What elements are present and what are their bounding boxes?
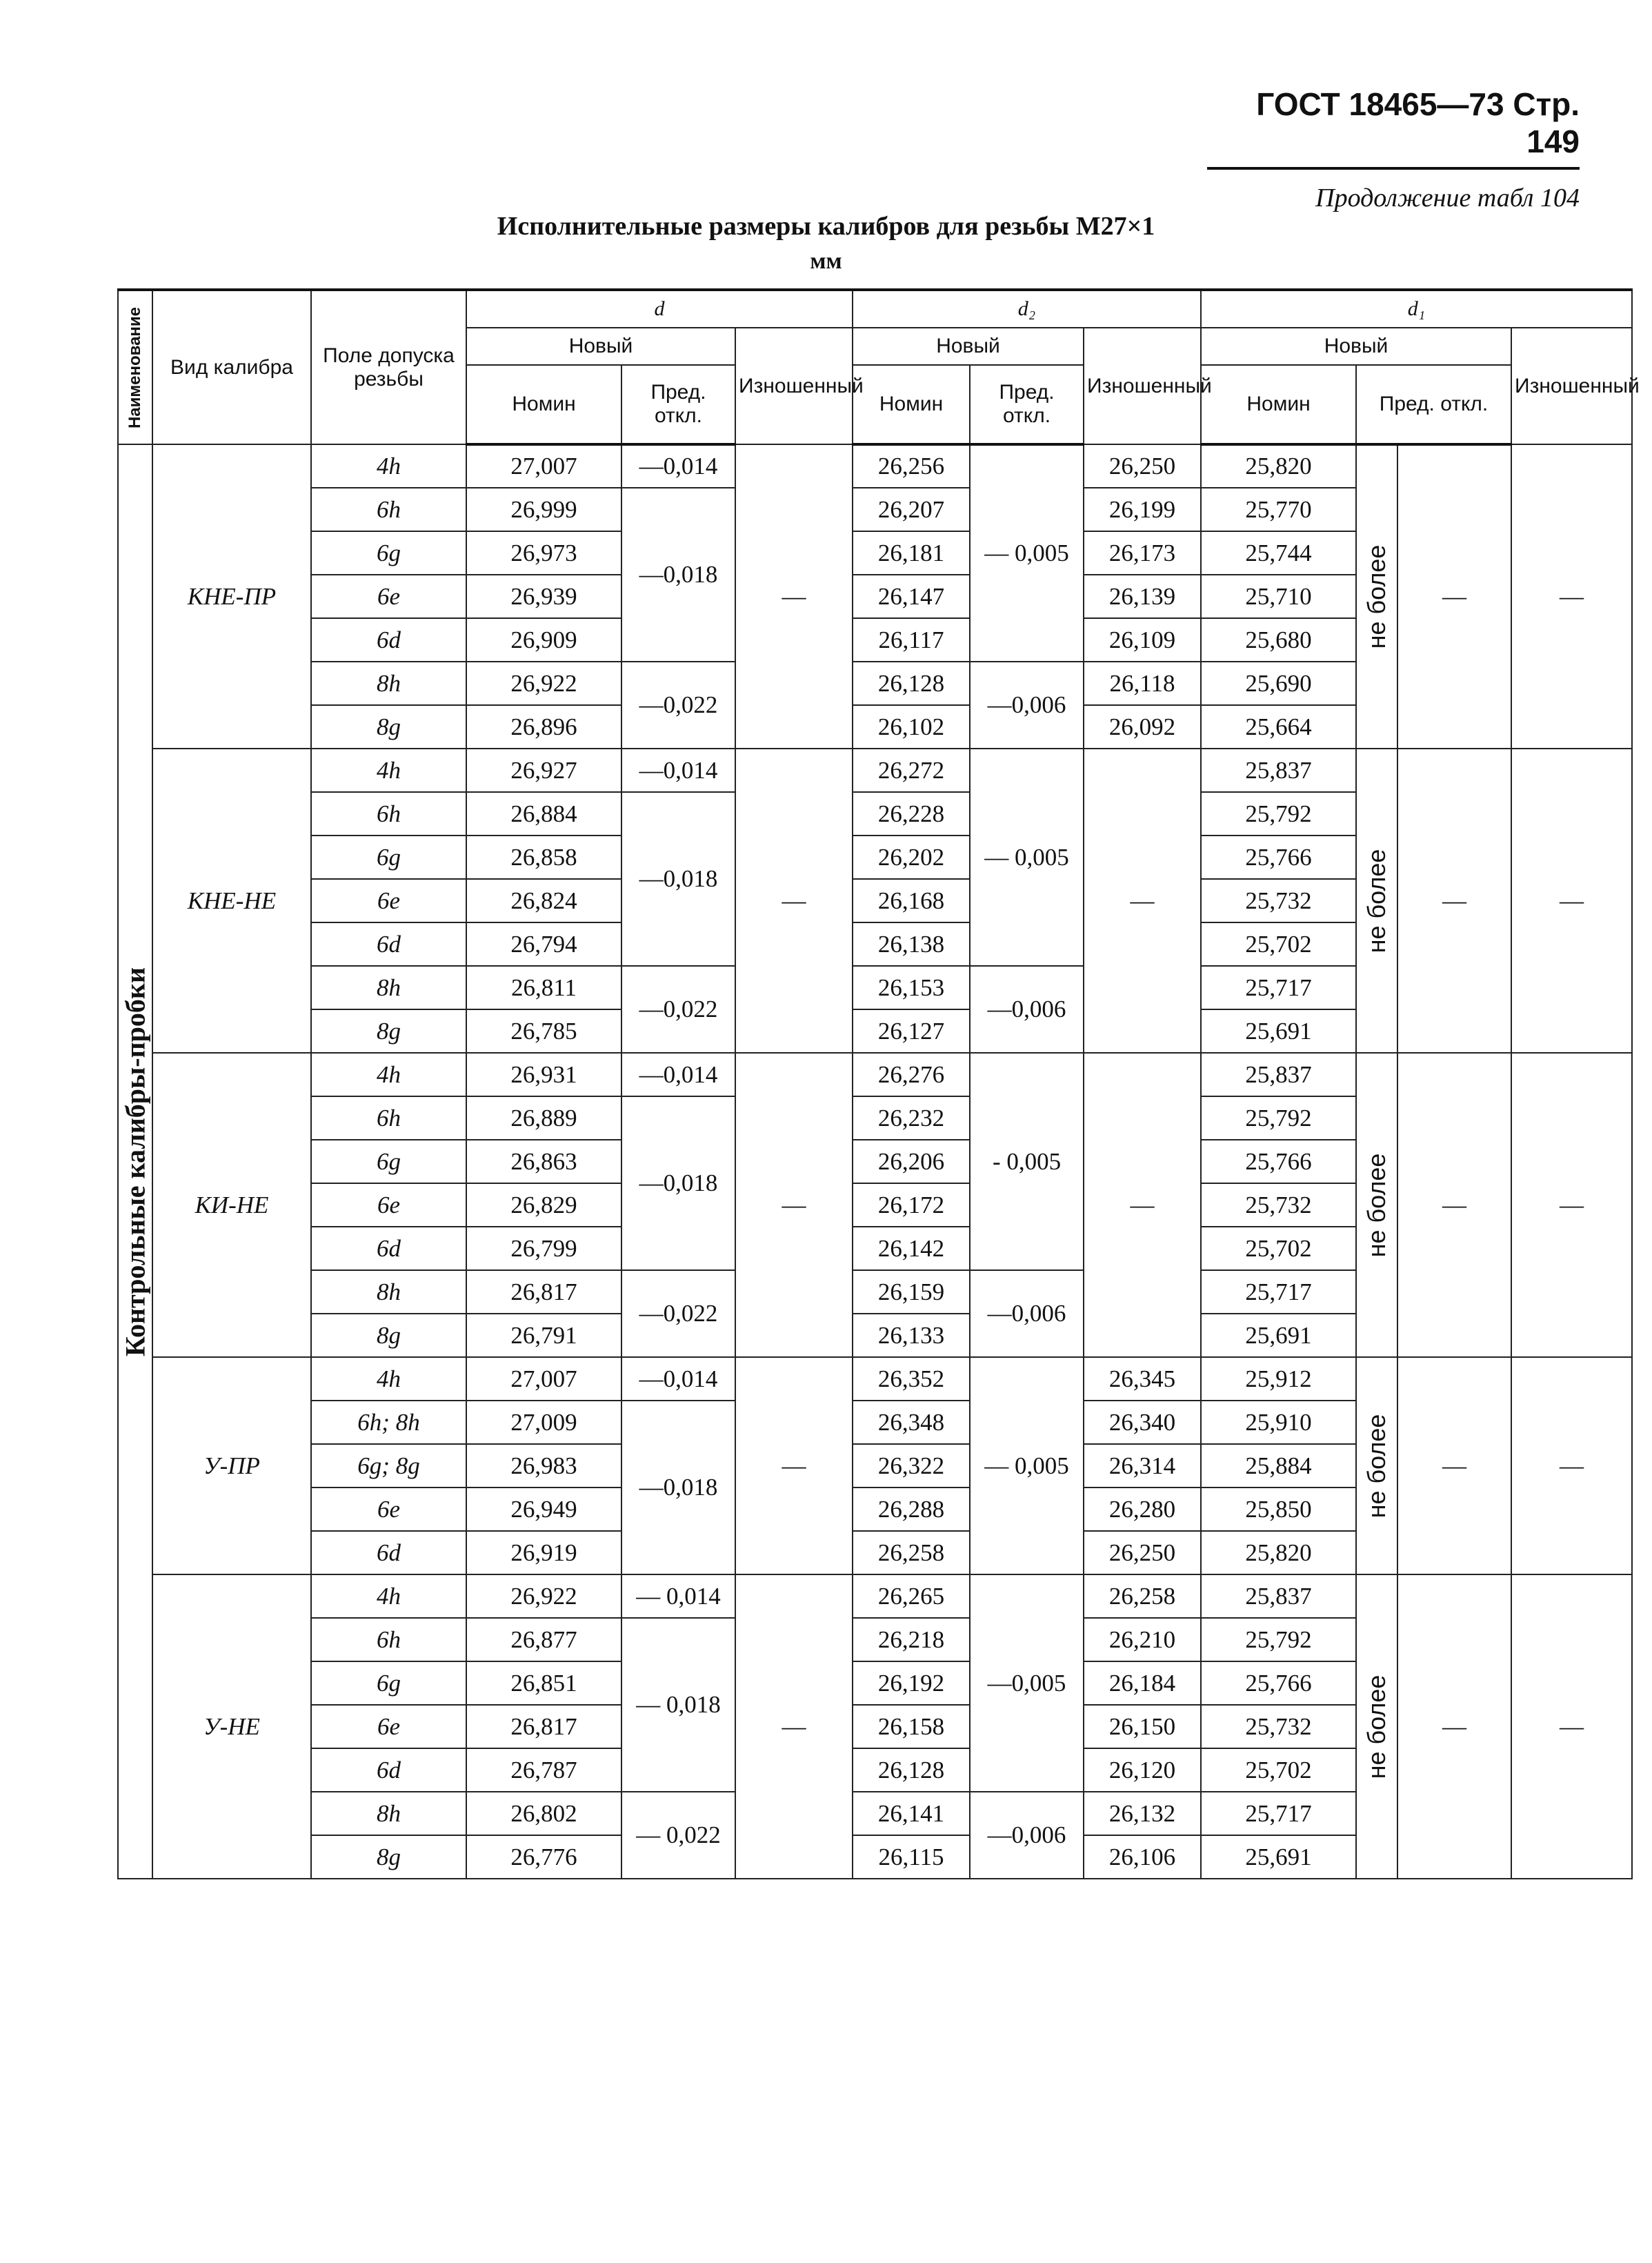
- d1-deviation-blank: —: [1397, 749, 1511, 1053]
- tolerance-field: 6g: [311, 1661, 466, 1705]
- tolerance-field: 6d: [311, 922, 466, 966]
- tolerance-field: 6h: [311, 792, 466, 836]
- d2-deviation: —0,006: [970, 1270, 1084, 1357]
- d2-nominal: 26,172: [853, 1183, 970, 1227]
- d1-nominal: 25,702: [1201, 1748, 1356, 1792]
- d2-worn: 26,258: [1084, 1574, 1201, 1618]
- d2-worn: 26,184: [1084, 1661, 1201, 1705]
- gauge-type: КИ-НЕ: [152, 1053, 311, 1357]
- d1-deviation-blank: —: [1397, 444, 1511, 749]
- d2-worn: 26,139: [1084, 575, 1201, 618]
- d2-nominal: 26,158: [853, 1705, 970, 1748]
- d2-nominal: 26,128: [853, 1748, 970, 1792]
- header-d1-dev: Пред. откл.: [1356, 365, 1511, 444]
- ne-bolee-label: не более: [1362, 1674, 1391, 1779]
- d1-nominal: 25,792: [1201, 1096, 1356, 1140]
- d2-nominal: 26,142: [853, 1227, 970, 1270]
- page-header: ГОСТ 18465—73 Стр. 149: [1207, 86, 1580, 170]
- d2-nominal: 26,102: [853, 705, 970, 749]
- header-d-new: Новый: [466, 328, 735, 365]
- table-continuation-note: Продолжение табл 104: [1315, 184, 1580, 213]
- d1-deviation: [1356, 1574, 1397, 1879]
- d2-nominal: 26,133: [853, 1314, 970, 1357]
- tolerance-field: 6h; 8h: [311, 1401, 466, 1444]
- header-d-nom: Номин: [466, 365, 621, 444]
- header-d1: d₁: [1201, 290, 1632, 328]
- d1-nominal: 25,820: [1201, 1531, 1356, 1574]
- d2-nominal: 26,159: [853, 1270, 970, 1314]
- header-vid: Вид калибра: [152, 290, 311, 444]
- d1-nominal: 25,732: [1201, 1705, 1356, 1748]
- d-nominal: 26,824: [466, 879, 621, 922]
- table-title: Исполнительные размеры калибров для резьбы M27×1: [497, 212, 1155, 241]
- d-worn: —: [735, 444, 853, 749]
- class-label-text: Контрольные калибры-пробки: [119, 967, 151, 1356]
- d-deviation: —0,014: [621, 1357, 735, 1401]
- d-nominal: 26,896: [466, 705, 621, 749]
- d2-deviation: —0,006: [970, 966, 1084, 1053]
- header-pole: Поле допуска резьбы: [311, 290, 466, 444]
- header-d: d: [466, 290, 853, 328]
- d2-nominal: 26,117: [853, 618, 970, 662]
- d2-worn: 26,250: [1084, 444, 1201, 488]
- d-nominal: 26,931: [466, 1053, 621, 1096]
- d1-nominal: 25,702: [1201, 922, 1356, 966]
- table-body: [118, 444, 1632, 1879]
- d-deviation: —0,014: [621, 749, 735, 792]
- d1-nominal: 25,837: [1201, 749, 1356, 792]
- d2-deviation: —0,006: [970, 662, 1084, 749]
- d2-worn: —: [1084, 1053, 1201, 1357]
- d1-nominal: 25,691: [1201, 1835, 1356, 1879]
- d1-deviation-blank: —: [1397, 1574, 1511, 1879]
- d2-worn: 26,150: [1084, 1705, 1201, 1748]
- tolerance-field: 6e: [311, 879, 466, 922]
- d1-nominal: 25,744: [1201, 531, 1356, 575]
- d1-worn: —: [1511, 1574, 1632, 1879]
- d-nominal: 26,785: [466, 1009, 621, 1053]
- d-nominal: 26,811: [466, 966, 621, 1009]
- header-d-worn: Изношенный: [735, 328, 853, 444]
- d1-deviation-blank: —: [1397, 1357, 1511, 1574]
- gauge-type: У-НЕ: [152, 1574, 311, 1879]
- ne-bolee-label: не более: [1362, 849, 1391, 953]
- table-row: [118, 1574, 1632, 1618]
- table-row: [118, 749, 1632, 792]
- tolerance-field: 6g: [311, 531, 466, 575]
- gauge-type: У-ПР: [152, 1357, 311, 1574]
- d2-worn: 26,173: [1084, 531, 1201, 575]
- ne-bolee-label: не более: [1362, 544, 1391, 649]
- d2-nominal: 26,272: [853, 749, 970, 792]
- header-d2-dev: Пред. откл.: [970, 365, 1084, 444]
- d-nominal: 26,817: [466, 1705, 621, 1748]
- header-d1-worn: Изношенный: [1511, 328, 1632, 444]
- d2-worn: 26,120: [1084, 1748, 1201, 1792]
- d2-nominal: 26,218: [853, 1618, 970, 1661]
- d-nominal: 26,787: [466, 1748, 621, 1792]
- d2-nominal: 26,181: [853, 531, 970, 575]
- d2-deviation: — 0,005: [970, 1357, 1084, 1574]
- d2-nominal: 26,322: [853, 1444, 970, 1488]
- d2-worn: 26,092: [1084, 705, 1201, 749]
- d2-nominal: 26,207: [853, 488, 970, 531]
- header-d1-nom: Номин: [1201, 365, 1356, 444]
- d1-worn: —: [1511, 1053, 1632, 1357]
- d1-worn: —: [1511, 1357, 1632, 1574]
- tolerance-field: 8g: [311, 705, 466, 749]
- d1-deviation-blank: —: [1397, 1053, 1511, 1357]
- d-worn: —: [735, 749, 853, 1053]
- tolerance-field: 6e: [311, 1183, 466, 1227]
- d2-nominal: 26,128: [853, 662, 970, 705]
- d2-worn: 26,106: [1084, 1835, 1201, 1879]
- d-deviation: —0,018: [621, 792, 735, 966]
- tolerance-field: 6e: [311, 1705, 466, 1748]
- d-nominal: 27,007: [466, 444, 621, 488]
- d-deviation: — 0,018: [621, 1618, 735, 1792]
- d2-worn: 26,314: [1084, 1444, 1201, 1488]
- d2-nominal: 26,276: [853, 1053, 970, 1096]
- d2-worn: —: [1084, 749, 1201, 1053]
- d2-worn: 26,340: [1084, 1401, 1201, 1444]
- d2-deviation: - 0,005: [970, 1053, 1084, 1270]
- d2-nominal: 26,202: [853, 836, 970, 879]
- d-deviation: —0,022: [621, 1270, 735, 1357]
- table-row: [118, 1357, 1632, 1401]
- ne-bolee-label: не более: [1362, 1153, 1391, 1257]
- d2-deviation: —0,005: [970, 1574, 1084, 1792]
- d1-nominal: 25,884: [1201, 1444, 1356, 1488]
- gauge-type: КНЕ-ПР: [152, 444, 311, 749]
- d1-nominal: 25,717: [1201, 1270, 1356, 1314]
- d2-nominal: 26,138: [853, 922, 970, 966]
- d1-deviation: [1356, 444, 1397, 749]
- d1-worn: —: [1511, 749, 1632, 1053]
- d-nominal: 26,949: [466, 1488, 621, 1531]
- d1-nominal: 25,680: [1201, 618, 1356, 662]
- d1-nominal: 25,766: [1201, 1140, 1356, 1183]
- tolerance-field: 6h: [311, 1618, 466, 1661]
- header-d2-new: Новый: [853, 328, 1084, 365]
- d2-nominal: 26,127: [853, 1009, 970, 1053]
- d-nominal: 26,919: [466, 1531, 621, 1574]
- d-nominal: 26,794: [466, 922, 621, 966]
- d2-deviation: —0,006: [970, 1792, 1084, 1879]
- d2-nominal: 26,192: [853, 1661, 970, 1705]
- header-d1-new: Новый: [1201, 328, 1511, 365]
- gauge-dimensions-table: [117, 288, 1640, 1879]
- d-deviation: —0,018: [621, 488, 735, 662]
- d2-worn: 26,199: [1084, 488, 1201, 531]
- d1-deviation: [1356, 1357, 1397, 1574]
- d2-nominal: 26,115: [853, 1835, 970, 1879]
- tolerance-field: 4h: [311, 1357, 466, 1401]
- tolerance-field: 6d: [311, 1531, 466, 1574]
- d1-nominal: 25,717: [1201, 1792, 1356, 1835]
- d-nominal: 26,884: [466, 792, 621, 836]
- d2-nominal: 26,141: [853, 1792, 970, 1835]
- d1-nominal: 25,766: [1201, 1661, 1356, 1705]
- d-deviation: — 0,022: [621, 1792, 735, 1879]
- d2-nominal: 26,256: [853, 444, 970, 488]
- d-nominal: 26,877: [466, 1618, 621, 1661]
- d1-nominal: 25,912: [1201, 1357, 1356, 1401]
- d2-deviation: — 0,005: [970, 749, 1084, 966]
- tolerance-field: 6d: [311, 1227, 466, 1270]
- tolerance-field: 6d: [311, 1748, 466, 1792]
- d-deviation: —0,018: [621, 1096, 735, 1270]
- header-d2-worn: Изношенный: [1084, 328, 1201, 444]
- d2-nominal: 26,265: [853, 1574, 970, 1618]
- d1-nominal: 25,690: [1201, 662, 1356, 705]
- d-deviation: —0,022: [621, 966, 735, 1053]
- d1-nominal: 25,820: [1201, 444, 1356, 488]
- d1-nominal: 25,710: [1201, 575, 1356, 618]
- tolerance-field: 4h: [311, 749, 466, 792]
- d-deviation: —0,018: [621, 1401, 735, 1574]
- d-nominal: 26,922: [466, 1574, 621, 1618]
- gauge-type: КНЕ-НЕ: [152, 749, 311, 1053]
- d-nominal: 26,922: [466, 662, 621, 705]
- d1-nominal: 25,850: [1201, 1488, 1356, 1531]
- header-name: Наименование: [118, 290, 152, 444]
- d2-nominal: 26,288: [853, 1488, 970, 1531]
- d1-nominal: 25,691: [1201, 1009, 1356, 1053]
- header-d-dev: Пред. откл.: [621, 365, 735, 444]
- tolerance-field: 4h: [311, 1574, 466, 1618]
- d2-nominal: 26,228: [853, 792, 970, 836]
- tolerance-field: 6g: [311, 1140, 466, 1183]
- table-row: [118, 1053, 1632, 1096]
- d1-deviation: [1356, 1053, 1397, 1357]
- class-label: [118, 444, 152, 1879]
- d1-nominal: 25,732: [1201, 1183, 1356, 1227]
- d-deviation: —0,014: [621, 444, 735, 488]
- d-nominal: 27,007: [466, 1357, 621, 1401]
- d1-nominal: 25,702: [1201, 1227, 1356, 1270]
- d-nominal: 26,983: [466, 1444, 621, 1488]
- tolerance-field: 8g: [311, 1835, 466, 1879]
- tolerance-field: 6h: [311, 488, 466, 531]
- d-nominal: 26,799: [466, 1227, 621, 1270]
- d1-nominal: 25,770: [1201, 488, 1356, 531]
- d-nominal: 26,999: [466, 488, 621, 531]
- tolerance-field: 6g: [311, 836, 466, 879]
- d-nominal: 26,909: [466, 618, 621, 662]
- d1-nominal: 25,766: [1201, 836, 1356, 879]
- d-nominal: 26,927: [466, 749, 621, 792]
- d2-nominal: 26,348: [853, 1401, 970, 1444]
- d2-nominal: 26,153: [853, 966, 970, 1009]
- tolerance-field: 8g: [311, 1314, 466, 1357]
- d1-nominal: 25,792: [1201, 1618, 1356, 1661]
- d2-nominal: 26,258: [853, 1531, 970, 1574]
- d1-nominal: 25,717: [1201, 966, 1356, 1009]
- tolerance-field: 4h: [311, 1053, 466, 1096]
- d2-worn: 26,118: [1084, 662, 1201, 705]
- d1-deviation: [1356, 749, 1397, 1053]
- d-nominal: 26,863: [466, 1140, 621, 1183]
- table-unit: мм: [810, 248, 842, 274]
- d2-nominal: 26,352: [853, 1357, 970, 1401]
- header-d2-nom: Номин: [853, 365, 970, 444]
- d1-nominal: 25,732: [1201, 879, 1356, 922]
- d2-worn: 26,280: [1084, 1488, 1201, 1531]
- tolerance-field: 8h: [311, 1792, 466, 1835]
- header-d2: d₂: [853, 290, 1201, 328]
- tolerance-field: 8h: [311, 662, 466, 705]
- tolerance-field: 6e: [311, 575, 466, 618]
- d-nominal: 26,973: [466, 531, 621, 575]
- tolerance-field: 6d: [311, 618, 466, 662]
- d2-worn: 26,250: [1084, 1531, 1201, 1574]
- d-nominal: 26,802: [466, 1792, 621, 1835]
- d2-nominal: 26,206: [853, 1140, 970, 1183]
- d-nominal: 26,791: [466, 1314, 621, 1357]
- d1-nominal: 25,664: [1201, 705, 1356, 749]
- d-nominal: 26,829: [466, 1183, 621, 1227]
- tolerance-field: 8h: [311, 966, 466, 1009]
- table-row: [118, 444, 1632, 488]
- d2-worn: 26,132: [1084, 1792, 1201, 1835]
- d-nominal: 26,776: [466, 1835, 621, 1879]
- d2-nominal: 26,168: [853, 879, 970, 922]
- d1-worn: —: [1511, 444, 1632, 749]
- tolerance-field: 6e: [311, 1488, 466, 1531]
- tolerance-field: 8h: [311, 1270, 466, 1314]
- d-nominal: 26,817: [466, 1270, 621, 1314]
- d-worn: —: [735, 1053, 853, 1357]
- d2-nominal: 26,232: [853, 1096, 970, 1140]
- d2-nominal: 26,147: [853, 575, 970, 618]
- tolerance-field: 8g: [311, 1009, 466, 1053]
- d1-nominal: 25,792: [1201, 792, 1356, 836]
- d-worn: —: [735, 1574, 853, 1879]
- d-deviation: —0,014: [621, 1053, 735, 1096]
- d2-worn: 26,345: [1084, 1357, 1201, 1401]
- d1-nominal: 25,691: [1201, 1314, 1356, 1357]
- d-nominal: 26,858: [466, 836, 621, 879]
- d1-nominal: 25,910: [1201, 1401, 1356, 1444]
- d-nominal: 26,939: [466, 575, 621, 618]
- d-nominal: 27,009: [466, 1401, 621, 1444]
- tolerance-field: 4h: [311, 444, 466, 488]
- d-deviation: — 0,014: [621, 1574, 735, 1618]
- d-nominal: 26,889: [466, 1096, 621, 1140]
- d-worn: —: [735, 1357, 853, 1574]
- tolerance-field: 6h: [311, 1096, 466, 1140]
- tolerance-field: 6g; 8g: [311, 1444, 466, 1488]
- d-deviation: —0,022: [621, 662, 735, 749]
- d2-worn: 26,210: [1084, 1618, 1201, 1661]
- d2-deviation: — 0,005: [970, 444, 1084, 662]
- d1-nominal: 25,837: [1201, 1053, 1356, 1096]
- d2-worn: 26,109: [1084, 618, 1201, 662]
- ne-bolee-label: не более: [1362, 1414, 1391, 1518]
- d1-nominal: 25,837: [1201, 1574, 1356, 1618]
- d-nominal: 26,851: [466, 1661, 621, 1705]
